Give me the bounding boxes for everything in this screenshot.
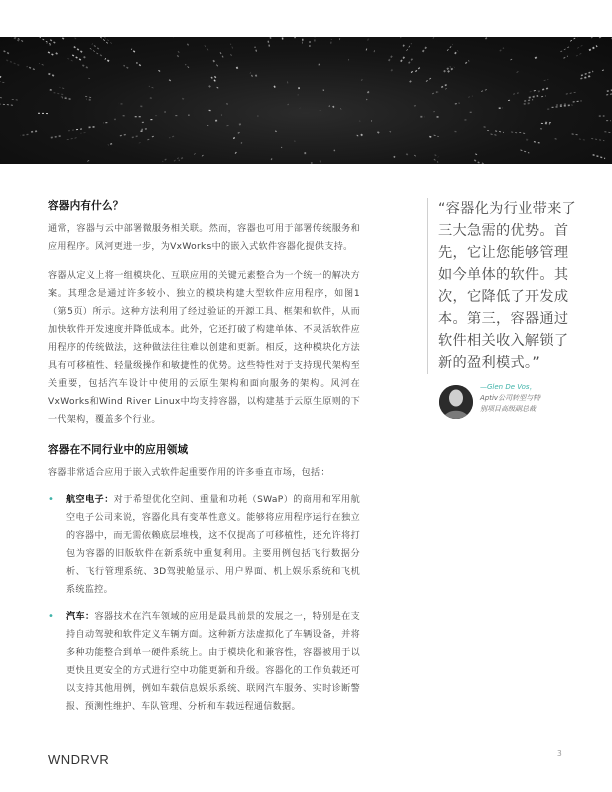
- light-streak: [390, 132, 391, 133]
- light-streak: [406, 154, 407, 155]
- light-streak: [108, 144, 112, 145]
- light-streak: [572, 134, 579, 135]
- light-streak: [238, 124, 241, 125]
- light-streak: [448, 67, 455, 72]
- light-streak: [410, 80, 413, 82]
- light-streak: [86, 161, 89, 162]
- light-streak: [401, 56, 405, 61]
- light-streak: [72, 46, 82, 52]
- light-streak: [455, 51, 458, 54]
- light-streak: [204, 45, 208, 51]
- light-streak: [92, 44, 99, 49]
- light-streak: [99, 37, 108, 43]
- light-streak: [80, 132, 85, 133]
- light-streak: [66, 138, 76, 140]
- bullet-avionics-text: 对于希望优化空间、重量和功耗（SWaP）的商用和军用航空电子公司来说，容器化具有变革性意义。能够将应用程序运行在独立的容器中，而无需依赖底层堆栈，这不仅提高了可移植性，还允许将打包为容器的旧版软件在新系统中重复利用。主要用例包括飞行数据分析、飞行管理系统、3D驾驶舱显示、用户界面、机上娱乐系统和飞机系统监控。: [66, 495, 360, 595]
- pullquote-text: “容器化为行业带来了三大急需的优势。首先，它让您能够管理如今单体的软件。其次，它降低了开发成本。第三，容器通过软件相关收入解锁了新的盈利模式。”: [438, 201, 577, 371]
- light-streak: [339, 37, 340, 40]
- light-streak: [511, 132, 519, 133]
- light-streak: [87, 78, 90, 79]
- speaker-avatar: [439, 385, 473, 419]
- light-streak: [423, 46, 428, 52]
- light-streak: [495, 131, 504, 132]
- light-streak: [186, 64, 190, 67]
- light-streak: [589, 46, 597, 50]
- bullet-automotive-term: 汽车：: [66, 612, 95, 622]
- light-streak: [570, 37, 581, 41]
- light-streak: [368, 37, 370, 41]
- light-streak: [544, 79, 549, 81]
- light-streak: [455, 131, 458, 132]
- light-streak: [510, 58, 513, 60]
- light-streak: [139, 106, 143, 107]
- light-streak: [0, 97, 2, 98]
- light-streak: [216, 64, 218, 66]
- light-streak: [434, 159, 438, 162]
- light-streak: [49, 90, 52, 91]
- bullet-dot-icon: •: [48, 494, 54, 505]
- light-streak: [6, 37, 19, 41]
- light-streak: [276, 131, 277, 132]
- light-streak: [10, 99, 18, 100]
- light-streak: [394, 156, 395, 157]
- light-streak: [288, 104, 289, 105]
- light-streak: [581, 71, 593, 75]
- light-streak: [434, 135, 439, 137]
- light-streak: [552, 107, 559, 108]
- light-streak: [534, 142, 540, 143]
- light-streak: [541, 123, 550, 124]
- light-streak: [47, 73, 54, 76]
- light-streak: [606, 93, 612, 95]
- light-streak: [348, 59, 349, 61]
- light-streak: [607, 88, 612, 91]
- intro-paragraph: 通常，容器与云中部署微服务相关联。然而，容器也可用于部署传统服务和应用程序。风河更进一步，为VxWorks中的嵌入式软件容器化提供支持。: [48, 224, 360, 252]
- light-streak: [0, 104, 12, 105]
- speaker-role-line1: Aptiv公司转型与特: [480, 394, 541, 402]
- light-streak: [491, 134, 499, 136]
- industry-intro-paragraph: 容器非常适合应用于嵌入式软件起重要作用的许多垂直市场，包括：: [48, 468, 330, 478]
- light-streak: [367, 91, 369, 92]
- hero-light-streaks: [0, 37, 612, 164]
- light-streak: [271, 158, 272, 160]
- light-streak: [163, 159, 167, 162]
- light-streak: [414, 155, 416, 156]
- light-streak: [179, 158, 183, 161]
- light-streak: [436, 91, 439, 92]
- light-streak: [403, 45, 404, 47]
- light-streak: [201, 155, 204, 157]
- light-streak: [334, 150, 335, 151]
- light-streak: [157, 69, 160, 71]
- light-streak: [67, 58, 72, 61]
- light-streak: [139, 131, 143, 132]
- light-streak: [177, 55, 179, 57]
- light-streak: [255, 47, 257, 52]
- light-streak: [524, 100, 533, 101]
- light-streak: [407, 44, 412, 51]
- bullet-automotive: [48, 608, 360, 716]
- light-streak: [447, 45, 453, 51]
- light-streak: [508, 100, 511, 101]
- light-streak: [169, 136, 174, 138]
- light-streak: [60, 87, 64, 88]
- light-streak: [429, 136, 431, 137]
- light-streak: [149, 86, 154, 88]
- bullet-avionics: [48, 491, 360, 599]
- light-streak: [212, 59, 214, 62]
- light-streak: [435, 155, 439, 157]
- bullet-automotive-text: 容器技术在汽车领域的应用是最具前景的发展之一，特别是在支持自动驾驶和软件定义车辆方面。这种新方法虚拟化了车辆设备，并将多种功能整合到单一硬件系统上。由于模块化和兼容性，容器被用于以更快且更安全的方式进行空中功能更新和升级。容器化的工作负载还可以支持其他用例，例如车载信息娱乐系统、联网汽车服务、实时诊断警报、预测性维护、车队管理、分析和车载远程通信数据。: [66, 612, 360, 712]
- light-streak: [20, 134, 28, 135]
- light-streak: [49, 136, 60, 138]
- light-streak: [9, 37, 23, 42]
- light-streak: [441, 84, 447, 87]
- light-streak: [82, 56, 85, 58]
- light-streak: [282, 37, 283, 40]
- speaker-name: —Glen De Vos，: [480, 383, 537, 391]
- light-streak: [513, 93, 519, 94]
- definition-paragraph: 容器从定义上将一组模块化、互联应用的关键元素整合为一个统一的解决方案。其理念是通过许多较小、独立的模块构建大型软件应用程序，如图1（第5页）所示。这种方法利用了经过验证的开源工具、框架和软件，从而加快软件开发速度并降低成本。此外，它还打破了构建单体、不灵活软件应用程序的传统做法，这种做法往往难以创建和更新。相反，这种模块化方法具有可移植性、轻量级操作和敏捷性的优势。这些特性对于支持现代架构至关重要，包括汽车设计中使用的云原生架构和面向服务的架构。风河在VxWorks和Wind River Linux中均支持容器，以构建基于云原生原则的下一代架构，覆盖多个行业。: [48, 271, 360, 425]
- light-streak: [207, 85, 210, 87]
- light-streak: [361, 134, 363, 135]
- light-streak: [563, 56, 567, 58]
- light-streak: [214, 76, 215, 77]
- light-streak: [2, 50, 9, 53]
- light-streak: [577, 45, 583, 49]
- light-streak: [131, 136, 137, 138]
- light-streak: [541, 96, 545, 97]
- light-streak: [0, 80, 4, 83]
- light-streak: [124, 65, 129, 68]
- light-streak: [389, 55, 393, 61]
- light-streak: [591, 37, 598, 38]
- light-streak: [566, 92, 577, 94]
- light-streak: [576, 53, 582, 56]
- light-streak: [75, 129, 82, 130]
- light-streak: [519, 132, 526, 133]
- light-streak: [211, 77, 215, 81]
- light-streak: [485, 37, 492, 39]
- light-streak: [147, 139, 149, 140]
- light-streak: [357, 135, 359, 137]
- light-streak: [118, 103, 122, 104]
- light-streak: [445, 88, 448, 89]
- light-streak: [72, 55, 81, 60]
- light-streak: [411, 71, 413, 73]
- light-streak: [241, 142, 242, 143]
- light-streak: [426, 78, 431, 82]
- light-streak: [230, 53, 232, 56]
- light-streak: [433, 37, 435, 39]
- light-streak: [538, 91, 541, 92]
- light-streak: [415, 67, 420, 71]
- light-streak: [81, 64, 88, 67]
- light-streak: [468, 96, 473, 97]
- light-streak: [151, 136, 154, 137]
- speaker-role-line2: 别项目高级副总裁: [480, 405, 536, 413]
- light-streak: [55, 52, 58, 53]
- light-streak: [255, 73, 257, 76]
- light-streak: [361, 78, 363, 81]
- light-streak: [409, 57, 414, 63]
- light-streak: [366, 49, 367, 51]
- light-streak: [274, 85, 275, 88]
- light-streak: [526, 139, 529, 140]
- light-streak: [136, 63, 140, 66]
- light-streak: [331, 39, 332, 44]
- hero-banner-image: [0, 37, 612, 164]
- light-streak: [432, 92, 437, 94]
- light-streak: [401, 37, 402, 38]
- bullet-avionics-term: 航空电子：: [66, 495, 114, 505]
- light-streak: [535, 57, 537, 58]
- light-streak: [329, 106, 330, 107]
- light-streak: [61, 97, 67, 98]
- light-streak: [47, 51, 53, 55]
- light-streak: [40, 37, 51, 44]
- light-streak: [593, 155, 605, 159]
- light-streak: [391, 69, 393, 72]
- light-streak: [524, 103, 531, 104]
- main-column: [48, 198, 360, 716]
- pullquote-rule: [427, 198, 428, 374]
- light-streak: [105, 59, 109, 62]
- light-streak: [377, 132, 380, 133]
- light-streak: [482, 163, 485, 164]
- light-streak: [517, 71, 519, 72]
- light-streak: [500, 48, 504, 51]
- light-streak: [250, 73, 252, 77]
- light-streak: [86, 99, 90, 100]
- light-streak: [87, 127, 95, 128]
- section-heading-what-is-in-container: 容器内有什么？: [48, 200, 124, 212]
- light-streak: [150, 98, 152, 99]
- light-streak: [27, 66, 35, 69]
- light-streak: [236, 66, 238, 68]
- light-streak: [60, 37, 64, 39]
- light-streak: [226, 125, 228, 126]
- light-streak: [138, 142, 141, 143]
- light-streak: [465, 61, 469, 64]
- light-streak: [83, 96, 91, 98]
- light-streak: [98, 54, 101, 56]
- light-streak: [89, 48, 98, 54]
- light-streak: [555, 139, 558, 140]
- light-streak: [174, 158, 179, 162]
- light-streak: [560, 105, 572, 106]
- light-streak: [54, 93, 64, 95]
- section-heading-industry-use: 容器在不同行业中的应用领域: [48, 444, 189, 456]
- light-streak: [591, 138, 604, 140]
- light-streak: [474, 160, 480, 163]
- light-streak: [119, 135, 125, 136]
- bullet-dot-icon: •: [48, 611, 54, 622]
- light-streak: [6, 60, 19, 65]
- light-streak: [455, 103, 460, 104]
- light-streak: [475, 154, 477, 155]
- light-streak: [333, 106, 334, 107]
- light-streak: [573, 101, 582, 102]
- light-streak: [168, 79, 171, 81]
- light-streak: [602, 69, 606, 70]
- light-streak: [579, 139, 586, 140]
- light-streak: [560, 46, 570, 52]
- light-streak: [542, 88, 549, 90]
- light-streak: [181, 98, 184, 99]
- light-streak: [131, 49, 134, 52]
- light-streak: [219, 51, 223, 58]
- light-streak: [0, 75, 1, 77]
- light-streak: [230, 44, 232, 49]
- light-streak: [187, 43, 188, 45]
- light-streak: [268, 39, 270, 47]
- light-streak: [62, 98, 70, 99]
- light-streak: [366, 99, 367, 100]
- light-streak: [374, 49, 375, 52]
- light-streak: [237, 132, 240, 133]
- light-streak: [49, 39, 56, 43]
- light-streak: [234, 152, 237, 155]
- light-streak: [226, 104, 228, 105]
- light-streak: [520, 150, 529, 153]
- light-streak: [67, 37, 76, 39]
- light-streak: [39, 63, 43, 65]
- light-streak: [604, 132, 612, 134]
- light-streak: [215, 86, 218, 88]
- light-streak: [481, 89, 488, 91]
- wind-river-logo: WNDRVR: [48, 752, 110, 767]
- light-streak: [30, 131, 37, 132]
- light-streak: [194, 153, 196, 154]
- light-streak: [177, 51, 179, 53]
- pullquote-attribution: [480, 382, 540, 415]
- light-streak: [141, 129, 147, 130]
- light-streak: [529, 96, 538, 98]
- light-streak: [599, 37, 603, 38]
- page-number: 3: [557, 749, 562, 758]
